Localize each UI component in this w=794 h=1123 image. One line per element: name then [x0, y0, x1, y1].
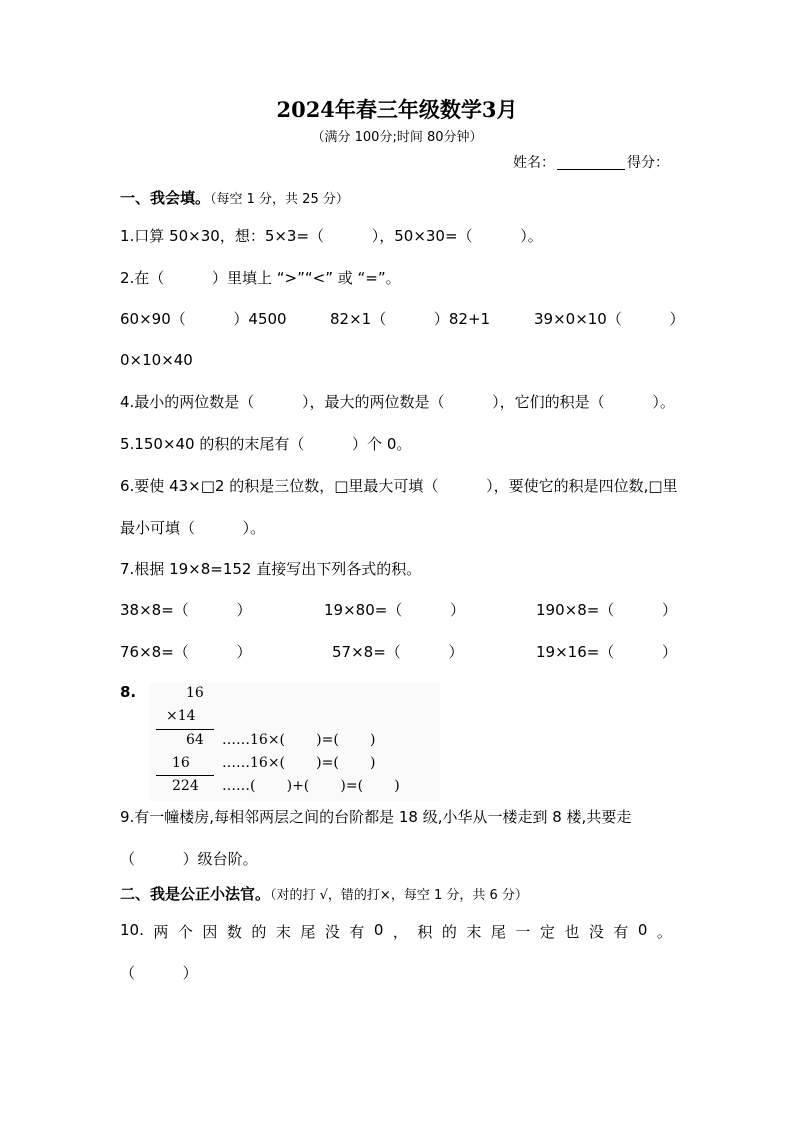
q10-char: 定: [539, 923, 555, 941]
q10-char: 尾: [300, 923, 316, 941]
q10-char: 0: [373, 921, 384, 939]
q8-explain-1: ……16×( )=( ): [222, 732, 376, 748]
q10-char: 数: [226, 923, 242, 941]
q8-rule-2: [156, 775, 214, 776]
q10-char: 尾: [490, 923, 506, 941]
question-6-line2: 最小可填（ ）。: [120, 519, 266, 537]
page-subtitle: （满分 100分;时间 80分钟）: [311, 130, 483, 145]
q10-char: 没: [588, 923, 604, 941]
q7-item-2: 19×80=（ ）: [324, 601, 465, 619]
q8-partial-1: 64: [186, 732, 204, 748]
q7-item-6: 19×16=（ ）: [536, 643, 677, 661]
name-label: 姓名：: [513, 155, 555, 171]
q7-item-3: 190×8=（ ）: [536, 601, 677, 619]
q10-char: 一: [515, 923, 531, 941]
q10-char: 有: [349, 923, 365, 941]
q10-char: 0: [637, 921, 648, 939]
q10-char: 的: [251, 923, 267, 941]
question-10: [120, 921, 672, 942]
q10-char: 没: [324, 923, 340, 941]
question-8-label: 8.: [120, 683, 137, 701]
q8-multiplication-figure: [150, 683, 440, 801]
question-9-line2: （ ）级台阶。: [120, 850, 258, 868]
q8-explain-3: ……( )+( )=( ): [222, 778, 400, 794]
name-blank[interactable]: [557, 154, 625, 170]
q10-char: 末: [275, 923, 291, 941]
section1-note: （每空 1 分，共 25 分）: [210, 192, 349, 207]
q2-item-1: 60×90（ ）4500: [120, 310, 287, 328]
question-7: 7.根据 19×8=152 直接写出下列各式的积。: [120, 560, 422, 578]
q10-char: 。: [656, 923, 672, 941]
q10-char: 末: [466, 923, 482, 941]
q8-explain-2: ……16×( )=( ): [222, 755, 376, 771]
q10-char: 两: [153, 923, 169, 941]
q8-multiplier: ×14: [166, 708, 196, 724]
q7-item-4: 76×8=（ ）: [120, 643, 252, 661]
name-score-row: [513, 152, 669, 172]
q10-char: 积: [417, 923, 433, 941]
q10-char: 也: [564, 923, 580, 941]
question-4: 4.最小的两位数是（ ），最大的两位数是（ ），它们的积是（ ）。: [120, 393, 675, 411]
question-6-line1: 6.要使 43×□2 的积是三位数，□里最大可填（ ），要使它的积是四位数,□里: [120, 477, 678, 495]
section2-note: （对的打 √，错的打×，每空 1 分，共 6 分）: [270, 888, 528, 903]
page-title: 2024年春三年级数学3月: [276, 97, 518, 122]
question-5: 5.150×40 的积的末尾有（ ）个 0。: [120, 435, 412, 453]
q2-item-3: 39×0×10（ ）: [534, 310, 685, 328]
q10-answer-paren: （ ）: [120, 964, 198, 982]
q2-item-2: 82×1（ ）82+1: [330, 310, 491, 328]
q8-rule-1: [156, 729, 214, 730]
q7-item-1: 38×8=（ ）: [120, 601, 252, 619]
question-9-line1: 9.有一幢楼房,每相邻两层之间的台阶都是 18 级,小华从一楼走到 8 楼,共要走: [120, 808, 632, 826]
q10-char: 个: [177, 923, 193, 941]
section1-heading: 一、我会填。: [120, 189, 211, 207]
q10-char: 的: [441, 923, 457, 941]
question-1: 1.口算 50×30，想：5×3=（ ），50×30=（ ）。: [120, 227, 543, 245]
q8-top-factor: 16: [186, 685, 204, 701]
q7-item-5: 57×8=（ ）: [332, 643, 464, 661]
q8-partial-2: 16: [172, 755, 190, 771]
section2-header: [120, 884, 528, 906]
q8-result: 224: [172, 778, 199, 794]
q10-char: 因: [202, 923, 218, 941]
score-label: 得分：: [627, 155, 669, 171]
q10-char: 10.: [120, 921, 144, 939]
section1-header: [120, 188, 349, 210]
section2-heading: 二、我是公正小法官。: [120, 885, 271, 903]
q10-char: ，: [392, 923, 408, 941]
question-2: 2.在（ ）里填上 “>”“<” 或 “=”。: [120, 269, 401, 287]
q10-char: 有: [613, 923, 629, 941]
q2-item-3-cont: 0×10×40: [120, 351, 193, 369]
